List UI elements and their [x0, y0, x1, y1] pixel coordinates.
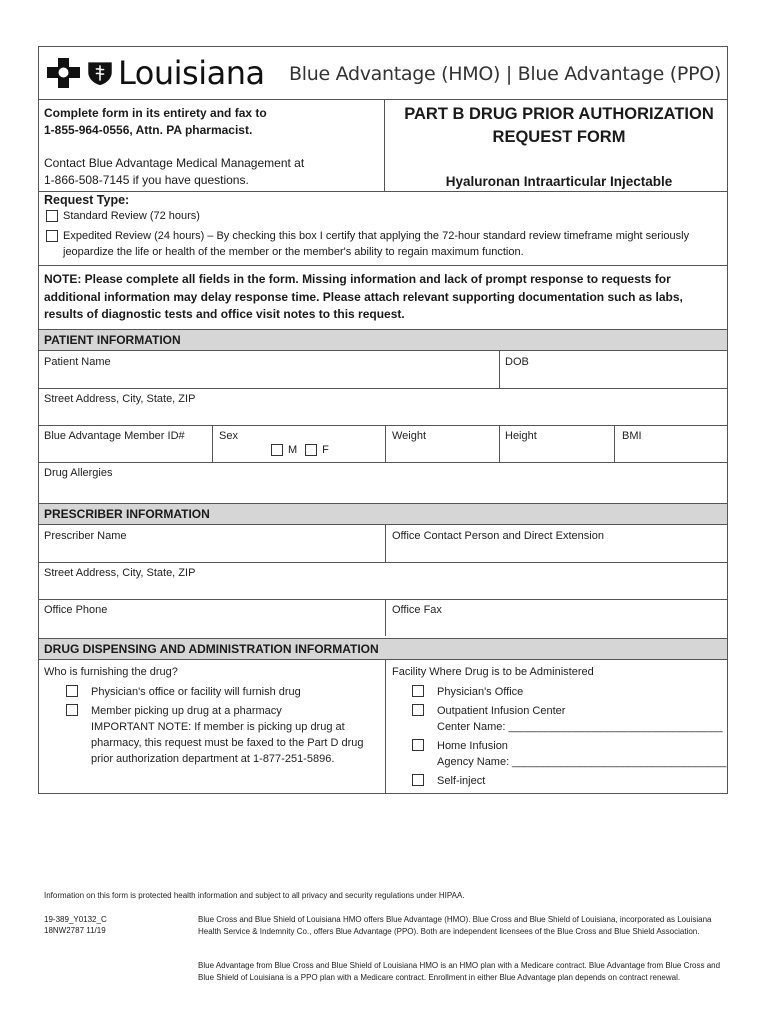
home-infusion-checkbox[interactable]: [412, 739, 424, 751]
pharmacy-pickup-option[interactable]: Member picking up drug at a pharmacy IMPORTANT NOTE: If member is picking up drug at pharmacy, this request must be faxed to the Part D drug prior authorization department at 1-877-251-5896.: [91, 703, 364, 767]
pharmacy-pickup-checkbox[interactable]: [66, 704, 78, 716]
office-contact-field[interactable]: Office Contact Person and Direct Extension: [392, 530, 604, 542]
brand-name: Louisiana: [118, 54, 265, 92]
facility-label: Facility Where Drug is to be Administered: [392, 666, 594, 678]
prescriber-name-field[interactable]: Prescriber Name: [44, 530, 127, 542]
divider: [384, 99, 385, 191]
divider: [39, 99, 727, 100]
form-code: 19-389_Y0132_C 18NW2787 11/19: [44, 915, 107, 935]
self-inject-checkbox[interactable]: [412, 774, 424, 786]
request-type-label: Request Type:: [44, 193, 130, 207]
height-field[interactable]: Height: [505, 430, 537, 442]
disclaimer-licensees: Blue Cross and Blue Shield of Louisiana HMO offers Blue Advantage (HMO). Blue Cross and Blue Shield of Louisiana, incorporated as Louisiana Health Service & Indemnity Co., offers Blue Advantage (PPO). Both are independent licensees of the Blue Cross and Blue Shield Association.: [198, 915, 712, 936]
divider: [212, 425, 213, 462]
prescriber-address-field[interactable]: Street Address, City, State, ZIP: [44, 567, 196, 579]
expedited-review-option[interactable]: Expedited Review (24 hours) – By checking this box I certify that applying the 72-hour standard review timeframe might seriously jeopardize the life or health of the member or the member's ability to regain maximum function.: [46, 228, 726, 260]
standard-review-option[interactable]: Standard Review (72 hours): [46, 208, 200, 224]
disclaimer-medicare: Blue Advantage from Blue Cross and Blue Shield of Louisiana HMO is an HMO plan with a Medicare contract. Blue Advantage from Blue Cross and Blue Shield of Louisiana is a PPO plan with a Medicare contract. Enrollment in either Blue Advantage plan depends on contract renewal.: [198, 961, 721, 982]
patient-name-field[interactable]: Patient Name: [44, 356, 111, 368]
drug-allergies-field[interactable]: Drug Allergies: [44, 467, 113, 479]
divider: [499, 351, 500, 388]
form-subtitle: Hyaluronan Intraarticular Injectable: [445, 174, 673, 189]
outpatient-infusion-checkbox[interactable]: [412, 704, 424, 716]
outpatient-infusion-option[interactable]: Outpatient Infusion Center Center Name: ___________________________________: [437, 703, 723, 735]
plan-names: Blue Advantage (HMO) | Blue Advantage (PPO): [289, 63, 721, 85]
divider: [39, 191, 727, 192]
prior-authorization-form: [38, 46, 728, 794]
divider: [39, 265, 727, 266]
standard-review-checkbox[interactable]: [46, 210, 58, 222]
member-id-field[interactable]: Blue Advantage Member ID#: [44, 430, 185, 442]
dob-field[interactable]: DOB: [505, 356, 529, 368]
physician-office-furnish-option[interactable]: Physician's office or facility will furnish drug: [91, 684, 301, 700]
physician-office-admin-option[interactable]: Physician's Office: [437, 684, 523, 700]
form-title: PART B DRUG PRIOR AUTHORIZATION REQUEST FORM: [404, 105, 714, 146]
blue-shield-icon: [86, 56, 114, 90]
sex-label: Sex: [219, 430, 238, 442]
divider: [614, 425, 615, 462]
fax-instructions: Complete form in its entirety and fax to 1-855-964-0556, Attn. PA pharmacist.: [44, 106, 267, 137]
office-fax-field[interactable]: Office Fax: [392, 604, 442, 616]
divider: [385, 599, 386, 636]
divider: [39, 562, 727, 563]
prescriber-section-header: PRESCRIBER INFORMATION: [39, 503, 727, 525]
who-furnishing-label: Who is furnishing the drug?: [44, 666, 178, 678]
sex-male-option[interactable]: M F: [271, 442, 329, 458]
physician-office-admin-checkbox[interactable]: [412, 685, 424, 697]
divider: [39, 462, 727, 463]
contact-instructions: Contact Blue Advantage Medical Management at 1-866-508-7145 if you have questions.: [44, 156, 305, 187]
home-infusion-option[interactable]: Home Infusion Agency Name: ___________________________________: [437, 738, 726, 770]
bmi-field[interactable]: BMI: [622, 430, 642, 442]
divider: [385, 425, 386, 462]
hipaa-notice: Information on this form is protected health information and subject to all privacy and security regulations under HIPAA.: [44, 891, 465, 900]
female-checkbox[interactable]: [305, 444, 317, 456]
self-inject-option[interactable]: Self-inject: [437, 773, 485, 789]
logo: [45, 53, 270, 93]
physician-office-furnish-checkbox[interactable]: [66, 685, 78, 697]
expedited-review-checkbox[interactable]: [46, 230, 58, 242]
male-checkbox[interactable]: [271, 444, 283, 456]
divider: [499, 425, 500, 462]
note: NOTE: Please complete all fields in the form. Missing information and lack of prompt response to requests for additional information may delay response time. Please attach relevant supporting documentation such as labs, results of diagnostic tests and office visit notes to this request.: [44, 272, 683, 321]
office-phone-field[interactable]: Office Phone: [44, 604, 108, 616]
blue-cross-icon: [45, 56, 82, 90]
divider: [39, 388, 727, 389]
divider: [385, 525, 386, 562]
divider: [39, 599, 727, 600]
dispensing-section-header: DRUG DISPENSING AND ADMINISTRATION INFORMATION: [39, 638, 727, 660]
divider: [39, 425, 727, 426]
patient-address-field[interactable]: Street Address, City, State, ZIP: [44, 393, 196, 405]
patient-section-header: PATIENT INFORMATION: [39, 329, 727, 351]
weight-field[interactable]: Weight: [392, 430, 427, 442]
divider: [385, 660, 386, 794]
